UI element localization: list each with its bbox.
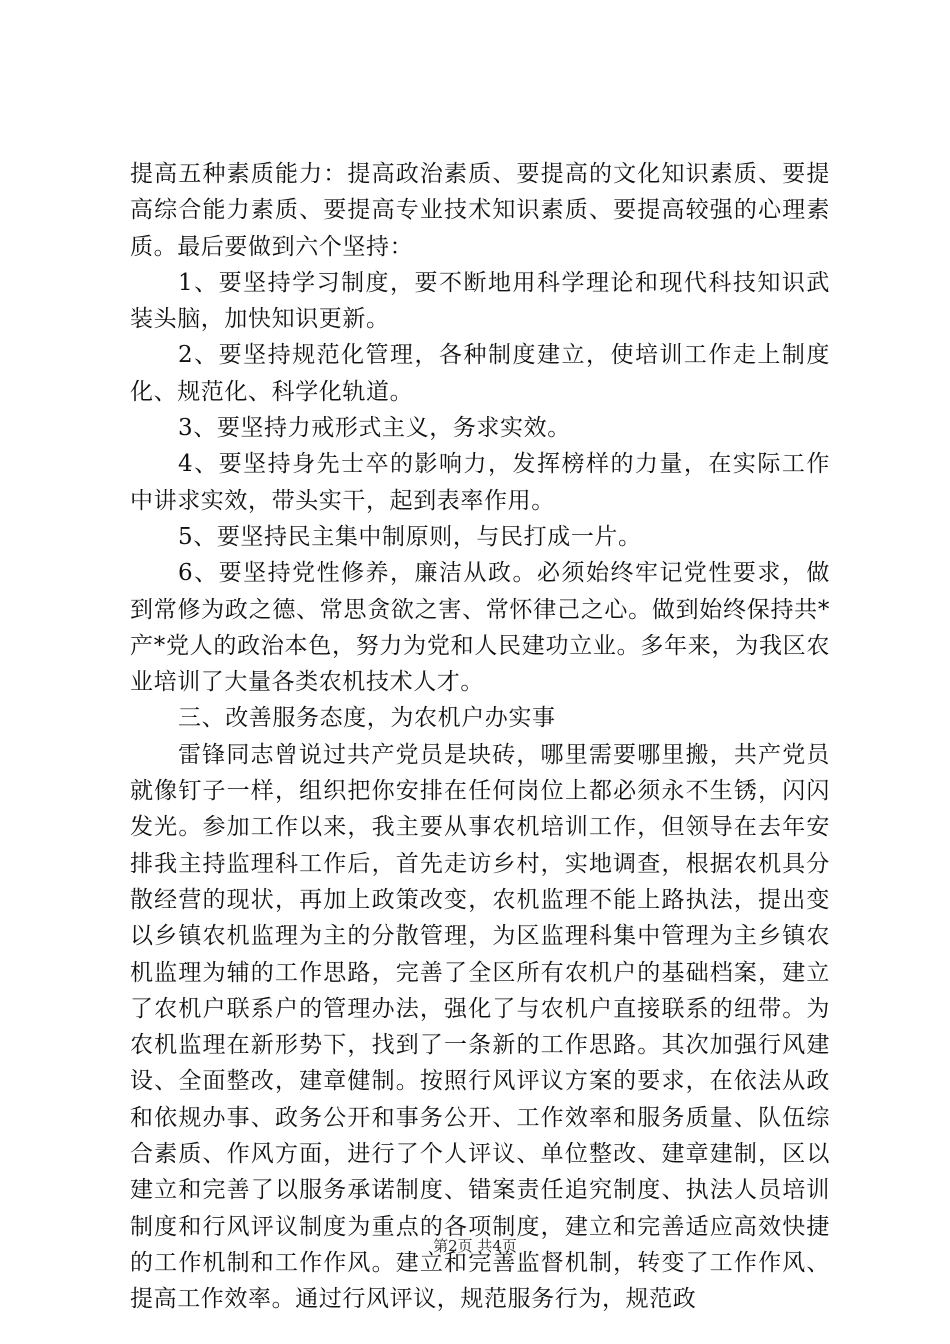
paragraph-item-6: 6、要坚持党性修养，廉洁从政。必须始终牢记党性要求，做到常修为政之德、常思贪欲之害、常怀律己之心。做到始终保持共*产*党人的政治本色，努力为党和人民建功立业。多年来，为我区农业培训了大量各类农机技术人才。 bbox=[130, 560, 830, 696]
document-body bbox=[130, 156, 830, 1318]
paragraph-item-1: 1、要坚持学习制度，要不断地用科学理论和现代科技知识武装头脑，加快知识更新。 bbox=[130, 269, 830, 333]
paragraph-item-2: 2、要坚持规范化管理，各种制度建立，使培训工作走上制度化、规范化、科学化轨道。 bbox=[130, 342, 830, 405]
paragraph-item-4: 4、要坚持身先士卒的影响力，发挥榜样的力量，在实际工作中讲求实效，带头实干，起到表率作用。 bbox=[130, 451, 830, 514]
paragraph-item-5: 5、要坚持民主集中制原则，与民打成一片。 bbox=[178, 523, 642, 550]
paragraph-body: 雷锋同志曾说过共产党员是块砖，哪里需要哪里搬，共产党员就像钉子一样，组织把你安排在任何岗位上都必须永不生锈，闪闪发光。参加工作以来，我主要从事农机培训工作，但领导在去年安排我主持监理科工作后，首先走访乡村，实地调查，根据农机具分散经营的现状，再加上政策改变，农机监理不能上路执法，提出变以乡镇农机监理为主的分散管理，为区监理科集中管理为主乡镇农机监理为辅的工作思路，完善了全区所有农机户的基础档案，建立了农机户联系户的管理办法，强化了与农机户直接联系的纽带。为农机监理在新形势下，找到了一条新的工作思路。其次加强行风建设、全面整改，建章健制。按照行风评议方案的要求，在依法从政和依规办事、政务公开和事务公开、工作效率和服务质量、队伍综合素质、作风方面，进行了个人评议、单位整改、建章建制，区以建立和完善了以服务承诺制度、错案责任追究制度、执法人员培训制度和行风评议制度为重点的各项制度，建立和完善适应高效快捷的工作机制和工作作风。建立和完善监督机制，转变了工作作风、提高工作效率。通过行风评议，规范服务行为，规范政 bbox=[130, 741, 830, 1313]
paragraph-item-3: 3、要坚持力戒形式主义，务求实效。 bbox=[178, 415, 571, 442]
page-footer: 第2页 共4页 bbox=[433, 1237, 517, 1255]
section-heading: 三、改善服务态度，为农机户办实事 bbox=[178, 705, 556, 732]
paragraph-intro: 提高五种素质能力：提高政治素质、要提高的文化知识素质、要提高综合能力素质、要提高专业技术知识素质、要提高较强的心理素质。最后要做到六个坚持： bbox=[130, 161, 830, 260]
